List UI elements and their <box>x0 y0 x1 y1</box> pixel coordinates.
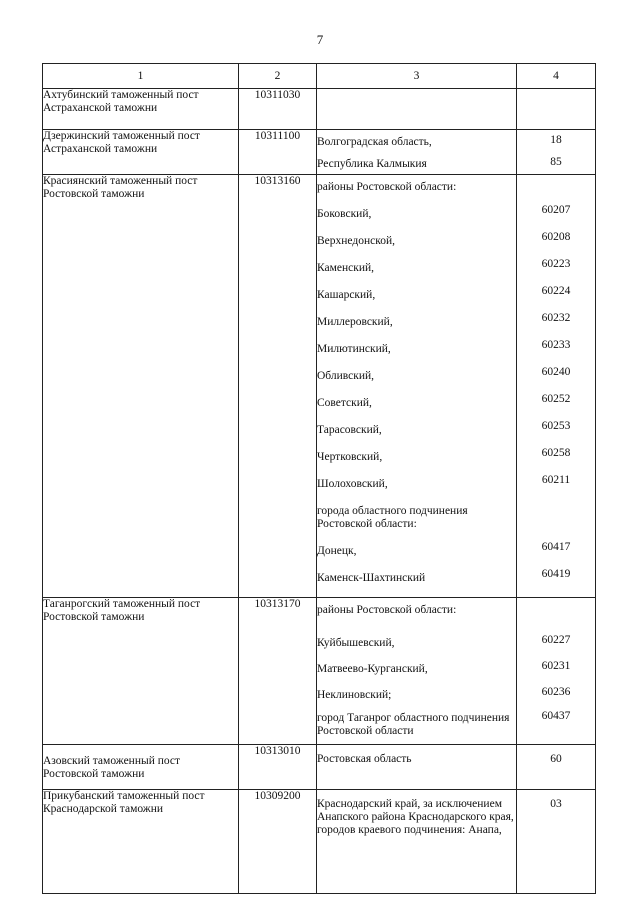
table-row <box>43 175 596 598</box>
post-name-cell: Красиянский таможенный пост Ростовской таможни <box>43 175 239 598</box>
region-line: Шолоховский, <box>317 478 388 490</box>
region-code: 60236 <box>541 686 571 698</box>
region-code: 18 <box>550 134 562 146</box>
region-code: 60208 <box>541 231 571 243</box>
post-code-cell: 10311100 <box>239 130 317 175</box>
post-name-cell: Прикубанский таможенный пост Краснодарской таможни <box>43 790 239 894</box>
region-line: Верхнедонской, <box>317 235 396 247</box>
customs-posts-table <box>42 63 596 894</box>
table-row <box>43 745 596 790</box>
page-number: 7 <box>316 32 324 47</box>
region-code: 85 <box>550 156 562 168</box>
region-code: 03 <box>550 798 562 810</box>
region-code: 60223 <box>541 258 571 270</box>
region-code-cell <box>517 130 596 175</box>
region-line: районы Ростовской области: <box>317 181 457 193</box>
region-code <box>517 501 595 539</box>
region-code: 60231 <box>541 660 571 672</box>
region-cell <box>317 790 517 894</box>
region-code <box>517 604 595 625</box>
region-code: 60253 <box>541 420 571 432</box>
column-header: 3 <box>317 64 517 89</box>
region-line: Миллеровский, <box>317 316 393 328</box>
region-code-cell <box>517 598 596 745</box>
region-line: Матвеево-Курганский, <box>317 663 428 675</box>
post-name-cell: Азовский таможенный пост Ростовской таможни <box>43 745 239 790</box>
region-line: Каменский, <box>317 262 375 274</box>
region-line: Республика Калмыкия <box>317 158 427 170</box>
region-line: Краснодарский край, за исключением Анапского района Краснодарского края, городов краевого подчинения: Анапа, <box>317 798 514 836</box>
region-code: 60258 <box>541 447 571 459</box>
region-line: Куйбышевский, <box>317 637 395 649</box>
region-code-cell <box>517 175 596 598</box>
region-code: 60224 <box>541 285 571 297</box>
region-line: Каменск-Шахтинский <box>317 572 426 584</box>
region-line: Боковский, <box>317 208 372 220</box>
region-line: Неклиновский; <box>317 689 392 701</box>
region-code: 60252 <box>541 393 571 405</box>
region-code: 60419 <box>541 568 571 580</box>
region-line: Милютинский, <box>317 343 391 355</box>
region-code: 60240 <box>541 366 571 378</box>
table-row <box>43 130 596 175</box>
region-code: 60211 <box>541 474 571 486</box>
region-code: 60207 <box>541 204 571 216</box>
region-code <box>517 181 595 202</box>
region-line: Волгоградская область, <box>317 136 432 148</box>
region-code: 60437 <box>541 710 571 722</box>
region-code-cell <box>517 89 596 130</box>
post-name-cell: Дзержинский таможенный пост Астраханской таможни <box>43 130 239 175</box>
post-code-cell: 10309200 <box>239 790 317 894</box>
region-cell <box>317 175 517 598</box>
post-code-cell: 10311030 <box>239 89 317 130</box>
region-line: Советский, <box>317 397 372 409</box>
post-name-cell: Таганрогский таможенный пост Ростовской таможни <box>43 598 239 745</box>
region-cell <box>317 89 517 130</box>
region-line: Тарасовский, <box>317 424 382 436</box>
region-line: город Таганрог областного подчинения Ростовской области <box>317 712 510 737</box>
region-code: 60 <box>550 753 562 765</box>
region-line: Ростовская область <box>317 753 412 765</box>
region-line: Донецк, <box>317 545 357 557</box>
region-code: 60227 <box>541 634 571 646</box>
column-header: 1 <box>43 64 239 89</box>
region-line: Чертковский, <box>317 451 383 463</box>
post-code-cell: 10313160 <box>239 175 317 598</box>
region-cell <box>317 598 517 745</box>
table-row <box>43 790 596 894</box>
table-row <box>43 89 596 130</box>
column-header: 2 <box>239 64 317 89</box>
region-code: 60417 <box>541 541 571 553</box>
post-code-cell: 10313170 <box>239 598 317 745</box>
region-cell <box>317 745 517 790</box>
table-header-row <box>43 64 596 89</box>
region-code: 60232 <box>541 312 571 324</box>
region-code-cell <box>517 745 596 790</box>
region-code: 60233 <box>541 339 571 351</box>
region-line: Кашарский, <box>317 289 376 301</box>
region-code-cell <box>517 790 596 894</box>
table-row <box>43 598 596 745</box>
region-cell <box>317 130 517 175</box>
post-code-cell: 10313010 <box>239 745 317 790</box>
region-line: города областного подчинения Ростовской области: <box>317 505 468 530</box>
column-header: 4 <box>517 64 596 89</box>
post-name-cell: Ахтубинский таможенный пост Астраханской таможни <box>43 89 239 130</box>
region-line: Обливский, <box>317 370 375 382</box>
region-line: районы Ростовской области: <box>317 604 457 616</box>
